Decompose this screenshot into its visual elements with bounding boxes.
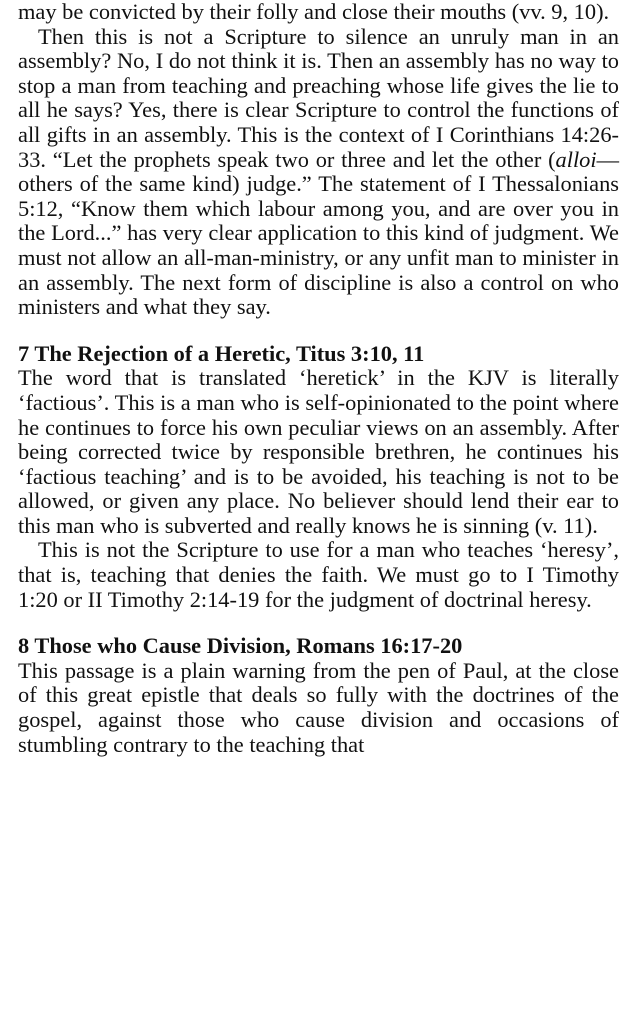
paragraph-division-warning: This passage is a plain warning from the pen of Paul, at the close of this great epistle that deals so fully with the doctrines of the gospel, against those who cause division and occasions of stumbling contrary to the teaching that: [18, 657, 619, 757]
paragraph-unruly-man-text: Then this is not a Scripture to silence an unruly man in an assembly? No, I do not think it is. Then an assembly has no way to stop a man from teaching and preaching whose life gives the lie to all he says? Yes, there is clear Scripture to control the functions of all gifts in an assembly. This is the context of I Corinthians 14:26-33. “Let the prophets speak two or three and let the other (: [18, 23, 619, 172]
heading-rejection-of-heretic: 7 The Rejection of a Heretic, Titus 3:10, 11: [18, 340, 425, 366]
paragraph-unruly-man: [18, 25, 619, 320]
paragraph-unruly-man-text-end: —others of the same kind) judge.” The statement of I Thessalonians 5:12, “Know them which labour among you, and are over you in the Lord...” has very clear application to this kind of judgment. We must not allow an all-man-ministry, or any unfit man to minister in an assembly. The next form of discipline is also a control on who ministers and what they say.: [18, 146, 619, 320]
paragraph-continuation: may be convicted by their folly and close their mouths (vv. 9, 10).: [18, 0, 610, 24]
heading-those-who-cause-division: 8 Those who Cause Division, Romans 16:17-20: [18, 633, 463, 659]
greek-word-alloi: alloi: [555, 146, 597, 172]
paragraph-heresy: This is not the Scripture to use for a man who teaches ‘heresy’, that is, teaching that denies the faith. We must go to I Timothy 1:20 or II Timothy 2:14-19 for the judgment of doctrinal heresy.: [18, 537, 619, 612]
paragraph-heretick: The word that is translated ‘heretick’ in the KJV is literally ‘factious’. This is a man who is self-opinionated to the point where he continues to force his own peculiar views on an assembly. After being corrected twice by responsible brethren, he continues his ‘factious teaching’ and is to be avoided, his teaching is not to be allowed, or given any place. No believer should lend their ear to this man who is subverted and really knows he is sinning (v. 11).: [18, 365, 619, 538]
